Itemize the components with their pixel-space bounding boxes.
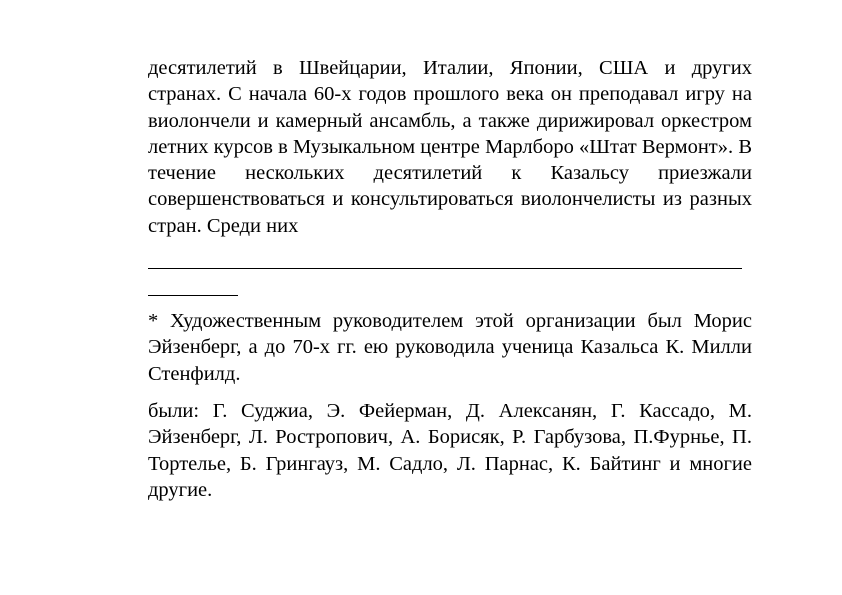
continuation-paragraph: были: Г. Суджиа, Э. Фейерман, Д. Алексанян, Г. Кассадо, М. Эйзенберг, Л. Ростропович, А. Борисяк, Р. Гарбузова, П.Фурнье, П. Тортелье, Б. Грингауз, М. Садло, Л. Парнас, К. Байтинг и многие другие.: [148, 400, 752, 501]
footnote: * Художественным руководителем этой организации был Морис Эйзенберг, а до 70-х гг. ею руководила ученица Казальса К. Милли Стенфилд.: [148, 310, 752, 385]
main-paragraph: десятилетий в Швейцарии, Италии, Японии, США и других странах. С начала 60-х годов прошлого века он преподавал игру на виолончели и камерный ансамбль, а также дирижировал оркестром летних курсов в Музыкальном центре Марлборо «Штат Вермонт». В течение нескольких десятилетий к Казальсу приезжали совершенствоваться и консультироваться виолончелисты из разных стран. Среди них: [148, 57, 752, 237]
footnote-separator: [148, 295, 238, 296]
horizontal-rule-long: [148, 268, 742, 269]
